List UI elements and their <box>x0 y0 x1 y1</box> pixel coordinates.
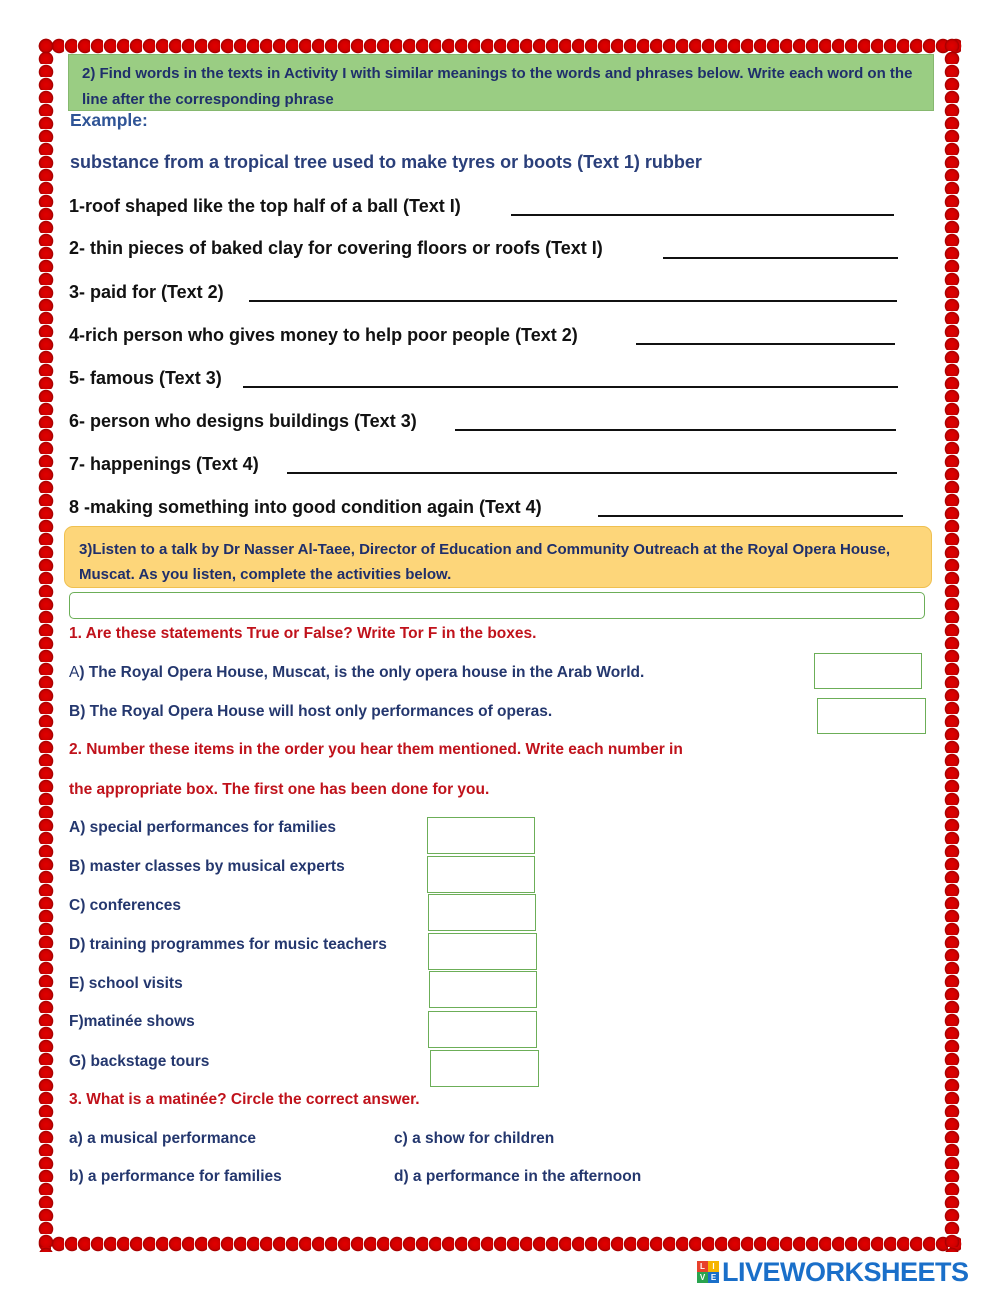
q3-option-b[interactable]: b) a performance for families <box>69 1168 282 1185</box>
answer-line-5[interactable] <box>243 386 898 388</box>
logo-tile-e: E <box>708 1272 719 1283</box>
border-top <box>38 38 962 54</box>
logo-tile-i: I <box>708 1261 719 1272</box>
vocab-item-7: 7- happenings (Text 4) <box>69 454 259 474</box>
border-right <box>944 38 960 1252</box>
example-text: substance from a tropical tree used to make tyres or boots (Text 1) rubber <box>70 152 702 172</box>
q2-item-b: B) master classes by musical experts <box>69 858 345 875</box>
q2-item-a: A) special performances for families <box>69 819 337 836</box>
q2-answer-box-g[interactable] <box>430 1050 539 1087</box>
answer-line-2[interactable] <box>663 257 898 259</box>
vocab-item-4: 4-rich person who gives money to help poor people (Text 2) <box>69 325 578 345</box>
activity3-instruction-box <box>64 526 932 588</box>
q2-item-d: D) training programmes for music teachers <box>69 936 387 953</box>
q1-title: 1. Are these statements True or False? Write Tor F in the boxes. <box>69 625 537 642</box>
answer-line-7[interactable] <box>287 472 897 474</box>
vocab-item-1: 1-roof shaped like the top half of a ball (Text I) <box>69 196 461 216</box>
q2-answer-box-a[interactable] <box>427 817 535 854</box>
audio-player-box[interactable] <box>69 592 925 619</box>
liveworksheets-logo-icon <box>697 1261 719 1283</box>
q2-item-c: C) conferences <box>69 897 181 914</box>
q3-option-a[interactable]: a) a musical performance <box>69 1130 256 1147</box>
q1-statement-a-text: ) The Royal Opera House, Muscat, is the only opera house in the Arab World. <box>79 664 645 681</box>
activity2-instruction-box <box>68 54 934 111</box>
q2-answer-box-d[interactable] <box>428 933 537 970</box>
q2-answer-box-e[interactable] <box>429 971 537 1008</box>
activity2-instruction: 2) Find words in the texts in Activity I with similar meanings to the words and phrases below. Write each word on the line after the corresponding phrase <box>82 65 913 108</box>
vocab-item-8: 8 -making something into good condition again (Text 4) <box>69 497 542 517</box>
border-bottom <box>38 1236 962 1252</box>
q1-answer-box-b[interactable] <box>817 698 926 734</box>
example-label: Example: <box>70 110 148 130</box>
vocab-item-5: 5- famous (Text 3) <box>69 368 222 388</box>
q2-title-line1: 2. Number these items in the order you hear them mentioned. Write each number in <box>69 741 683 758</box>
answer-line-1[interactable] <box>511 214 894 216</box>
liveworksheets-logo <box>697 1258 969 1286</box>
q3-option-d[interactable]: d) a performance in the afternoon <box>394 1168 642 1185</box>
q3-title: 3. What is a matinée? Circle the correct answer. <box>69 1091 420 1108</box>
logo-tile-v: V <box>697 1272 708 1283</box>
vocab-item-2: 2- thin pieces of baked clay for covering floors or roofs (Text I) <box>69 238 603 258</box>
q1-statement-a-prefix: A <box>69 664 80 681</box>
q1-statement-a <box>69 664 644 682</box>
q2-item-e: E) school visits <box>69 975 183 992</box>
answer-line-3[interactable] <box>249 300 897 302</box>
q2-answer-box-c[interactable] <box>428 894 536 931</box>
border-left <box>38 38 54 1252</box>
vocab-item-6: 6- person who designs buildings (Text 3) <box>69 411 417 431</box>
logo-tile-l: L <box>697 1261 708 1272</box>
answer-line-8[interactable] <box>598 515 903 517</box>
q2-item-g: G) backstage tours <box>69 1053 210 1070</box>
logo-text: LIVEWORKSHEETS <box>722 1256 969 1287</box>
q1-statement-b: B) The Royal Opera House will host only performances of operas. <box>69 703 553 720</box>
q1-answer-box-a[interactable] <box>814 653 922 689</box>
activity3-instruction: 3)Listen to a talk by Dr Nasser Al-Taee, Director of Education and Community Outreach at the Royal Opera House, Muscat. As you listen, complete the activities below. <box>79 541 891 583</box>
q2-answer-box-f[interactable] <box>428 1011 537 1048</box>
q3-option-c[interactable]: c) a show for children <box>394 1130 555 1147</box>
q2-item-f: F)matinée shows <box>69 1013 195 1030</box>
answer-line-4[interactable] <box>636 343 895 345</box>
q2-title-line2: the appropriate box. The first one has been done for you. <box>69 781 490 798</box>
q2-answer-box-b[interactable] <box>427 856 535 893</box>
vocab-item-3: 3- paid for (Text 2) <box>69 282 224 302</box>
answer-line-6[interactable] <box>455 429 896 431</box>
